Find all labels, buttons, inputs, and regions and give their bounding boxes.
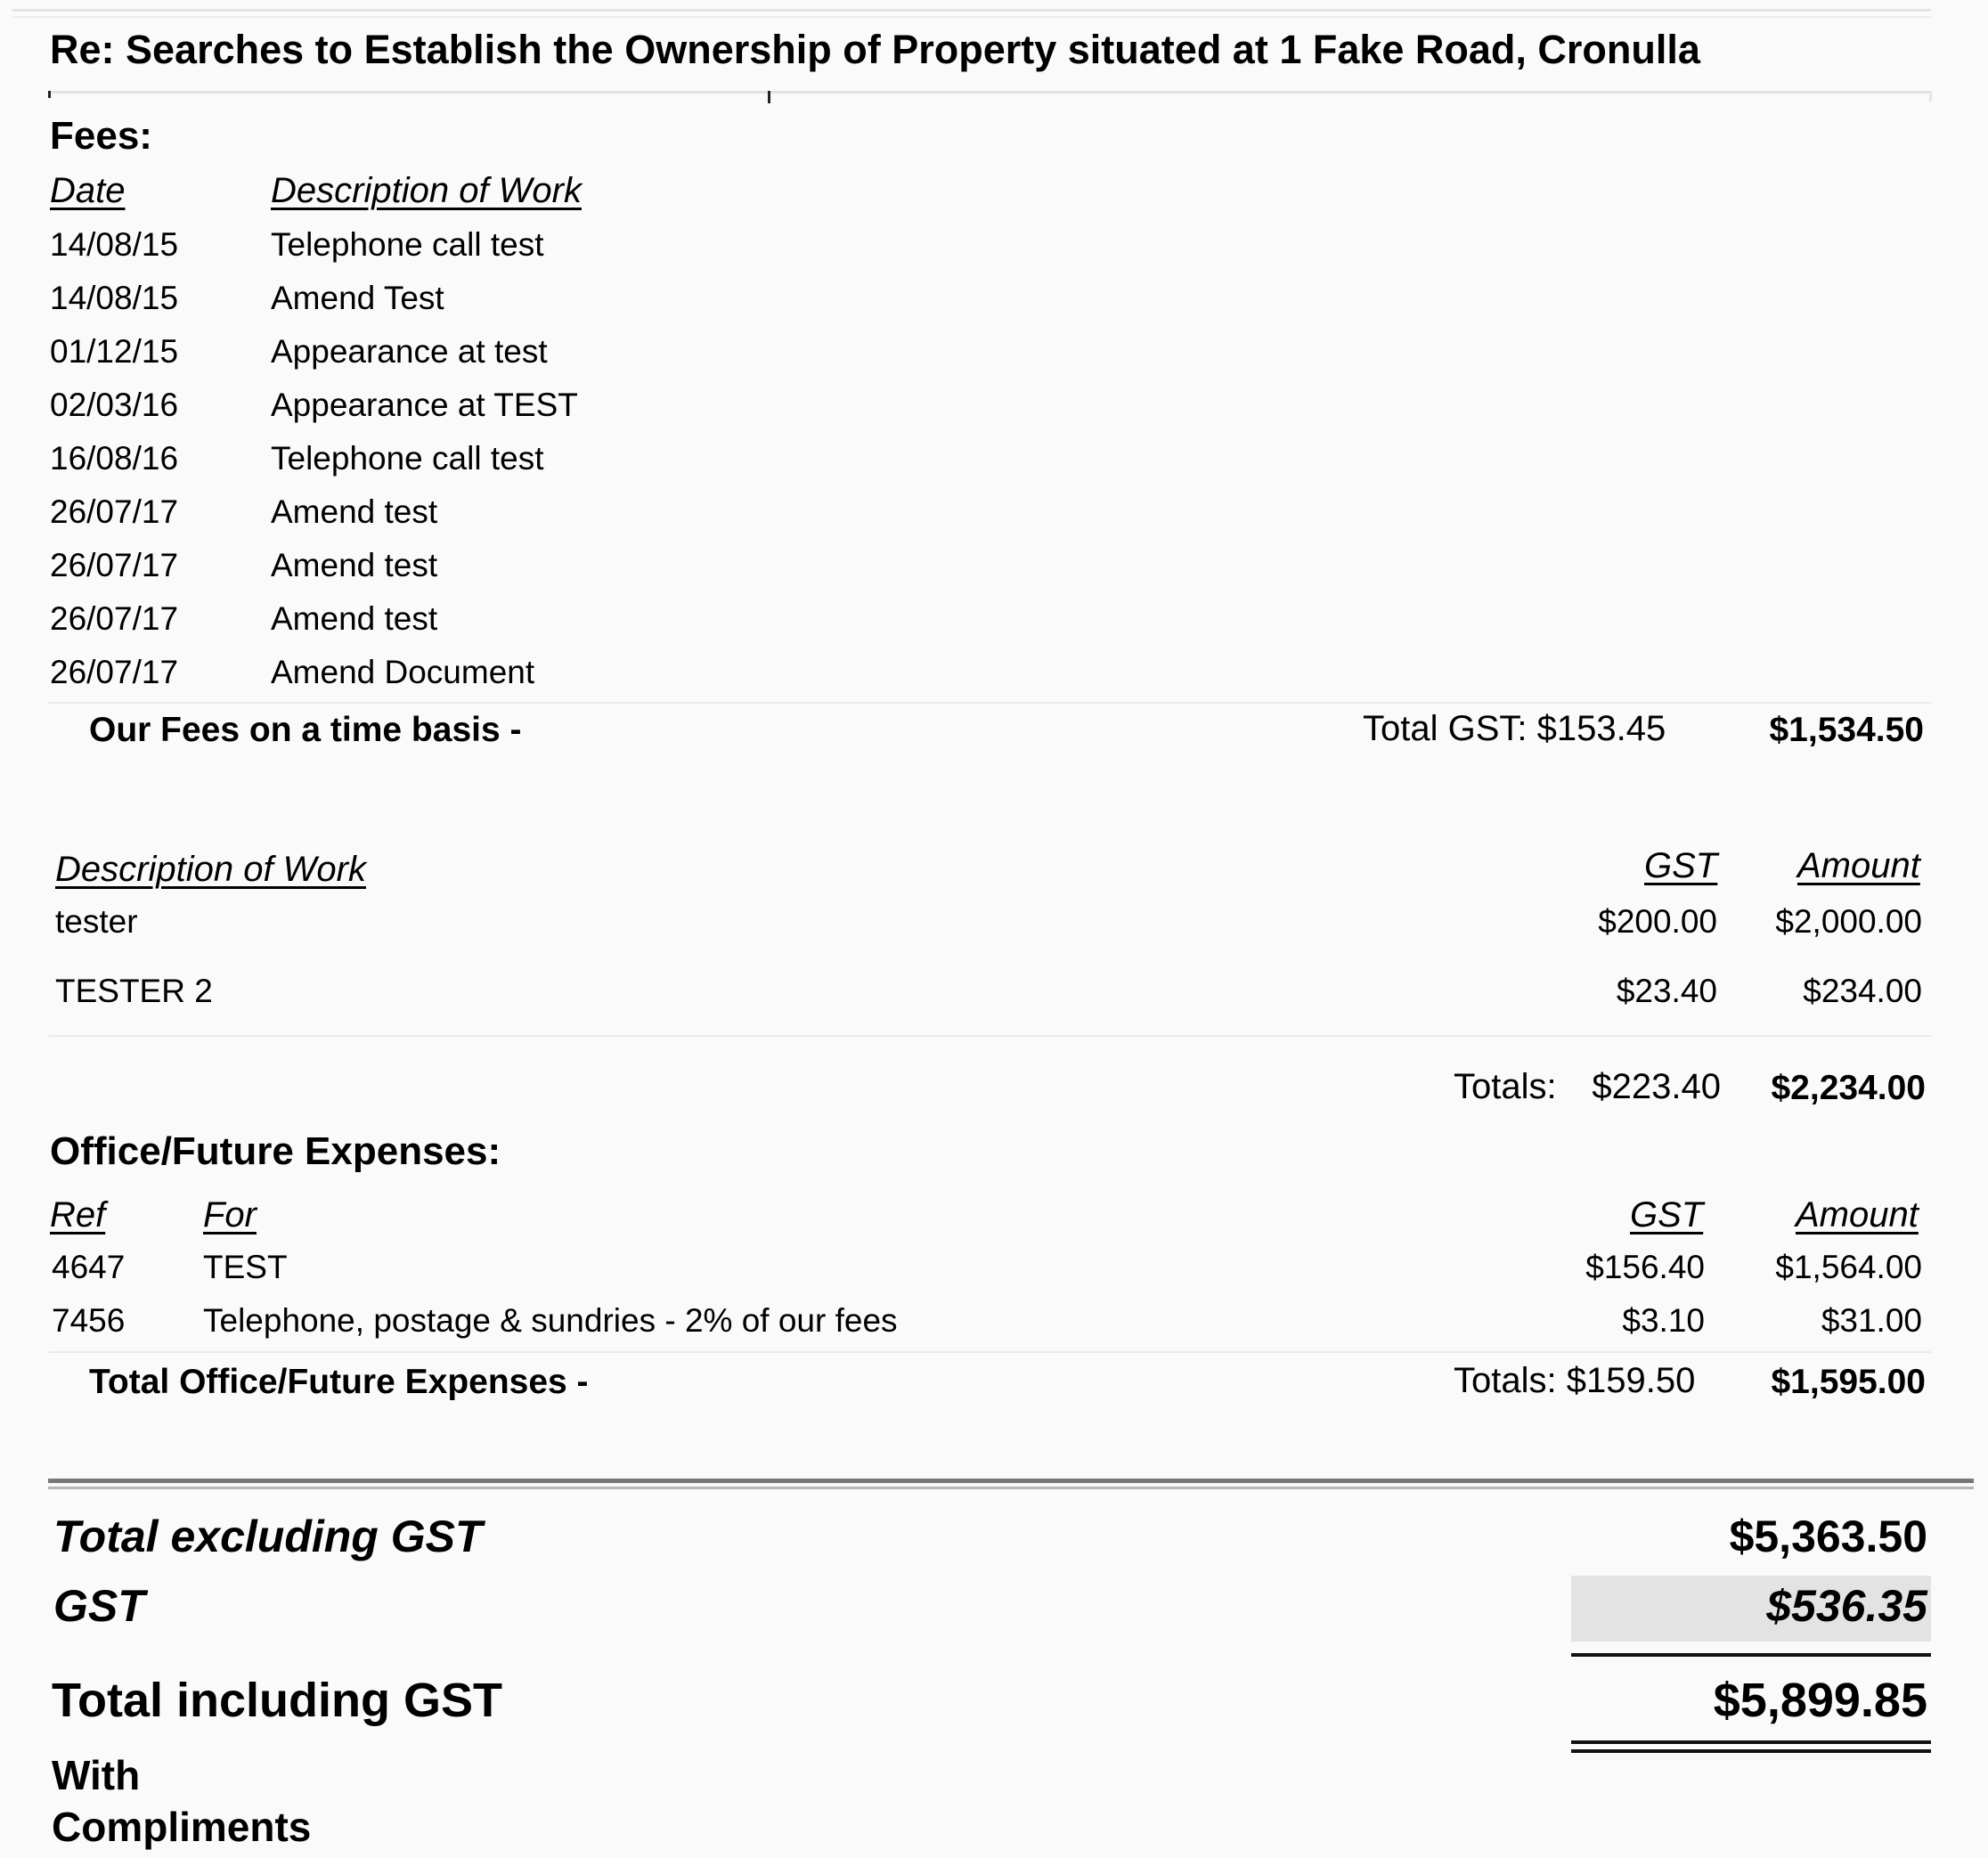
expense-amount: $1,564.00 [1775, 1249, 1922, 1285]
gst-underline [1571, 1653, 1931, 1657]
fee-description: Appearance at test [271, 333, 548, 370]
fee-description: Telephone call test [271, 226, 544, 263]
expenses-col-gst: GST [1630, 1195, 1704, 1235]
fees-summary-gst: Total GST: $153.45 [1363, 709, 1666, 748]
compliments-line-2: Compliments [52, 1804, 312, 1850]
compliments-line-1: With [52, 1752, 141, 1798]
fee-date: 26/07/17 [50, 600, 179, 637]
fee-description: Amend Test [271, 280, 444, 316]
fee-date: 02/03/16 [50, 387, 179, 423]
fees-summary-amount: $1,534.50 [1769, 711, 1924, 749]
title-tick-mid [768, 91, 770, 103]
fee-date: 16/08/16 [50, 440, 179, 477]
work-divider [48, 1035, 1931, 1037]
fee-date: 26/07/17 [50, 493, 179, 530]
total-excluding-gst-label: Total excluding GST [53, 1512, 483, 1561]
top-rule-1 [12, 9, 1931, 12]
top-rule-2 [12, 16, 1931, 18]
page-title: Re: Searches to Establish the Ownership of Property situated at 1 Fake Road, Cronulla [50, 27, 1700, 72]
expenses-summary-totals: Totals: $159.50 [1454, 1361, 1696, 1400]
grand-totals-rule-1 [48, 1479, 1974, 1483]
fee-description: Appearance at TEST [271, 387, 578, 423]
expense-ref: 7456 [52, 1302, 126, 1339]
expenses-col-for: For [203, 1195, 257, 1235]
expenses-col-ref: Ref [50, 1195, 106, 1235]
gst-value: $536.35 [1766, 1581, 1927, 1631]
expense-for: Telephone, postage & sundries - 2% of our fees [203, 1302, 898, 1339]
work-totals-gst: $223.40 [1592, 1067, 1721, 1106]
work-col-amount: Amount [1797, 846, 1920, 885]
fee-date: 14/08/15 [50, 280, 179, 316]
work-col-gst: GST [1644, 846, 1718, 885]
work-amount: $2,000.00 [1775, 903, 1922, 940]
title-rule [48, 91, 1931, 94]
grand-totals-rule-2 [48, 1487, 1974, 1489]
fee-description: Amend test [271, 547, 438, 583]
work-col-description: Description of Work [55, 850, 366, 889]
title-tick-right [1929, 91, 1932, 102]
gst-label: GST [53, 1581, 145, 1631]
fee-description: Amend test [271, 600, 438, 637]
work-gst: $200.00 [1598, 903, 1717, 940]
total-including-gst-label: Total including GST [52, 1674, 502, 1727]
work-description: TESTER 2 [55, 973, 213, 1009]
fee-date: 26/07/17 [50, 654, 179, 690]
fees-col-description: Description of Work [271, 171, 582, 210]
work-description: tester [55, 903, 138, 940]
fee-date: 14/08/15 [50, 226, 179, 263]
expense-gst: $3.10 [1622, 1302, 1705, 1339]
total-excluding-gst-value: $5,363.50 [1729, 1512, 1927, 1561]
fee-date: 01/12/15 [50, 333, 179, 370]
expenses-col-amount: Amount [1796, 1195, 1919, 1235]
fee-description: Amend Document [271, 654, 535, 690]
double-underline-top [1571, 1740, 1931, 1744]
fee-description: Telephone call test [271, 440, 544, 477]
expenses-summary-amount: $1,595.00 [1771, 1363, 1926, 1401]
fees-summary-label: Our Fees on a time basis - [89, 711, 522, 749]
fees-col-date: Date [50, 171, 126, 210]
work-totals-label: Totals: [1454, 1067, 1557, 1106]
fees-heading: Fees: [50, 114, 152, 158]
fees-divider [48, 702, 1931, 704]
fee-date: 26/07/17 [50, 547, 179, 583]
expense-amount: $31.00 [1821, 1302, 1922, 1339]
work-gst: $23.40 [1616, 973, 1717, 1009]
expenses-divider [48, 1351, 1931, 1353]
expenses-heading: Office/Future Expenses: [50, 1129, 501, 1173]
expense-for: TEST [203, 1249, 288, 1285]
fee-description: Amend test [271, 493, 438, 530]
work-amount: $234.00 [1803, 973, 1922, 1009]
expense-gst: $156.40 [1585, 1249, 1705, 1285]
expense-ref: 4647 [52, 1249, 126, 1285]
expenses-summary-label: Total Office/Future Expenses - [89, 1363, 589, 1401]
double-underline-bottom [1571, 1749, 1931, 1753]
title-tick-left [48, 91, 51, 98]
total-including-gst-value: $5,899.85 [1713, 1674, 1927, 1727]
work-totals-amount: $2,234.00 [1771, 1069, 1926, 1107]
